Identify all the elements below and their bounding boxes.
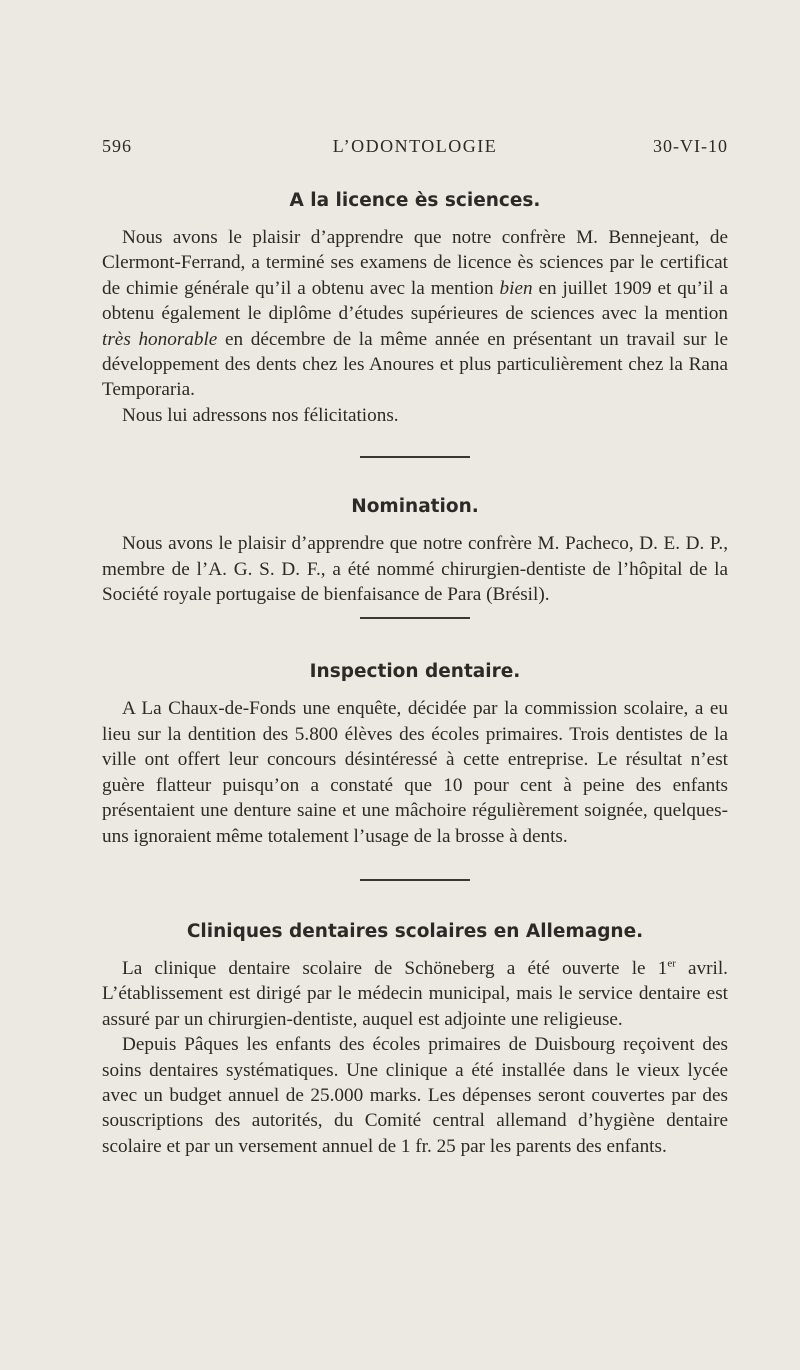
page-number: 596 — [102, 136, 132, 156]
text-run: La clinique dentaire scolaire de Schöneberg a été ouverte le 1 — [122, 957, 668, 979]
text-run: Nous avons le plaisir d’apprendre que notre confrère M. Bennejeant, de Clermont-Ferrand, a terminé ses examens de licence ès sciences par le certificat de chimie générale qu’il a obtenu avec la mention — [102, 227, 728, 299]
text-run: avril. L’établissement est dirigé par le médecin municipal, mais le service dentaire est assuré par un chirurgien-dentiste, auquel est adjointe une religieuse. — [102, 957, 728, 1030]
section-divider — [360, 617, 470, 619]
text-run: en juillet 1909 et qu’il a obtenu également le diplôme d’études supérieures de sciences avec la mention — [102, 277, 728, 325]
section-heading-nomination: Nomination. — [351, 496, 479, 518]
section-divider — [360, 879, 470, 881]
text-run: Nous lui adressons nos félicitations. — [122, 404, 399, 426]
paragraph — [102, 956, 728, 1032]
text-run: Nous avons le plaisir d’apprendre que notre confrère M. Pacheco, D. E. D. P., membre de l’A. G. S. D. F., a été nommé chirurgien-dentiste de l’hôpital de la Société royale portugaise de bienfaisance de Para (Brésil). — [102, 533, 728, 606]
section-divider — [360, 456, 470, 458]
superscript-text: er — [667, 957, 676, 970]
journal-title: L’ODONTOLOGIE — [332, 136, 498, 156]
paragraph — [102, 1032, 728, 1159]
section-heading-cliniques: Cliniques dentaires scolaires en Allemagne. — [186, 920, 644, 942]
paragraph — [102, 696, 728, 848]
running-header — [102, 136, 728, 162]
text-run: A La Chaux-de-Fonds une enquête, décidée par la commission scolaire, a eu lieu sur la dentition des 5.800 élèves des écoles primaires. Trois dentistes de la ville ont offert leur concours désintéressé à cette entreprise. Le résultat n’est guère flatteur puisqu’on a constaté que 10 pour cent à peine des enfants présentaient une denture saine et une mâchoire régulièrement soignée, quelques-uns ignoraient même totalement l’usage de la brosse à dents. — [102, 698, 728, 847]
paragraph — [102, 225, 728, 403]
paragraph — [102, 403, 728, 428]
text-run: en décembre de la même année en présentant un travail sur le développement des dents chez les Anoures et plus particulièrement chez la Rana Temporaria. — [102, 328, 728, 401]
section-heading-licence: A la licence ès sciences. — [289, 190, 541, 211]
emphasis-text: très honorable — [102, 328, 218, 350]
article-body — [102, 190, 728, 1159]
section-heading-inspection: Inspection dentaire. — [309, 661, 521, 683]
emphasis-text: bien — [499, 277, 533, 299]
paragraph — [102, 531, 728, 607]
issue-date: 30-VI-10 — [653, 136, 728, 156]
text-run: Depuis Pâques les enfants des écoles primaires de Duisbourg reçoivent des soins dentaires systématiques. Une clinique a été installée dans le vieux lycée avec un budget annuel de 25.000 marks. Les dépenses seront couvertes par des souscriptions des autorités, du Comité central allemand d’hygiène dentaire scolaire et par un versement annuel de 1 fr. 25 par les parents des enfants. — [102, 1034, 728, 1157]
